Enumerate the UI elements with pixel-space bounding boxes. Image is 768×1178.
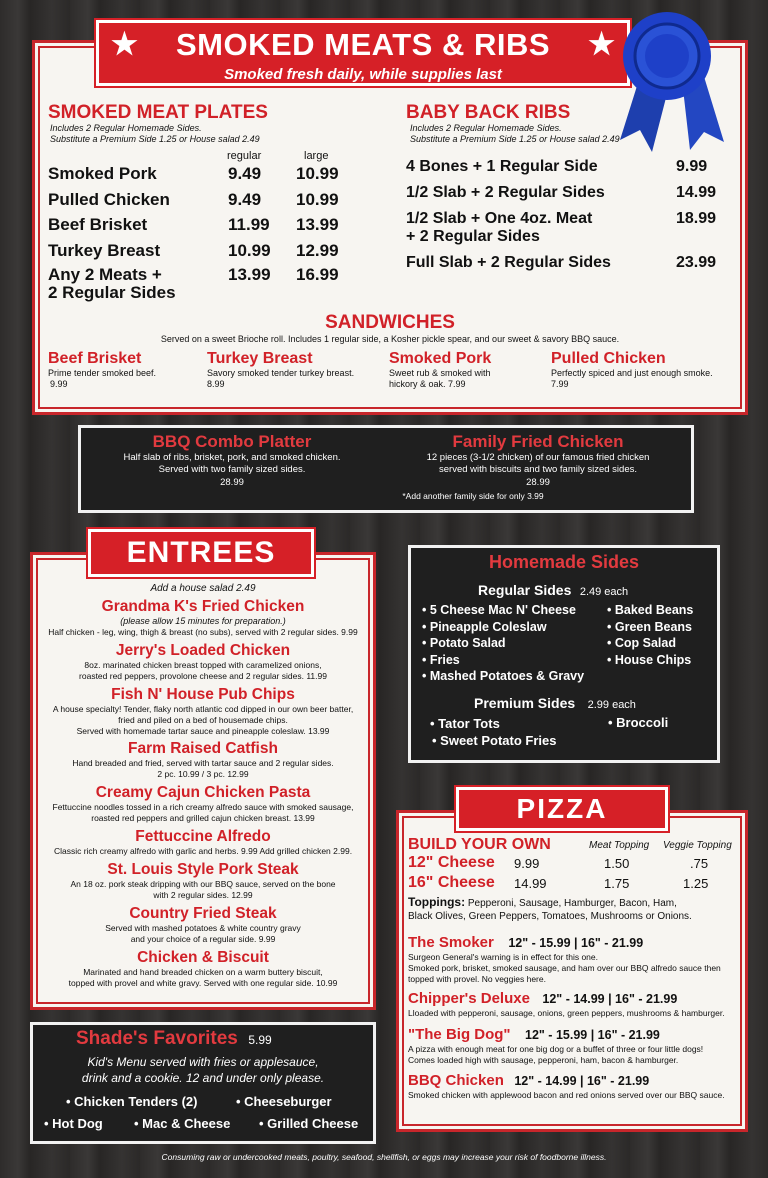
pizza-title: PIZZA xyxy=(516,793,608,824)
special-line: Lloaded with pepperoni, sausage, onions, green peppers, mushrooms & hamburger. xyxy=(408,1008,725,1018)
toppings-line-1: Pepperoni, Sausage, Hamburger, Bacon, Ham, xyxy=(467,898,677,909)
entrees-header xyxy=(88,529,314,577)
entree-line: 2 pc. 10.99 / 3 pc. 12.99 xyxy=(157,769,249,779)
entree-name: Fish N' House Pub Chips xyxy=(111,686,295,703)
ribs-name: Full Slab + 2 Regular Sides xyxy=(406,254,611,271)
page-title: SMOKED MEATS & RIBS xyxy=(175,27,551,62)
ribs-price: 23.99 xyxy=(676,254,717,271)
side-item: • Sweet Potato Fries xyxy=(432,733,557,748)
sandwich-name: Pulled Chicken xyxy=(551,350,666,367)
shades-item-label: Mac & Cheese xyxy=(142,1116,231,1131)
pizza-size-name: 16" Cheese xyxy=(408,874,495,891)
pizza-size-name: 12" Cheese xyxy=(408,854,495,871)
entree-line: (please allow 15 minutes for preparation.) xyxy=(120,616,286,626)
entree-line: Classic rich creamy alfredo with garlic and herbs. 9.99 Add grilled chicken 2.99. xyxy=(53,846,353,856)
plate-row xyxy=(48,164,358,190)
side-label: 5 Cheese Mac N' Cheese xyxy=(429,603,576,617)
plate-name: Turkey Breast xyxy=(48,241,161,260)
smoked-meats-header xyxy=(96,20,630,86)
sandwich-item xyxy=(48,350,208,390)
sides-regular-label: Regular Sides xyxy=(478,582,572,598)
shades-desc-2: drink and a cookie. 12 and under only please. xyxy=(81,1071,325,1085)
entree-name: Jerry's Loaded Chicken xyxy=(115,642,291,659)
entree-item xyxy=(34,641,372,682)
entree-line: Marinated and hand breaded chicken on a warm buttery biscuit, xyxy=(83,967,323,977)
ribs-price: 18.99 xyxy=(676,210,717,227)
special-line: Smoked chicken with applewood bacon and red onions served over our BBQ sauce. xyxy=(408,1090,725,1100)
plates-note-1: Includes 2 Regular Homemade Sides. xyxy=(50,123,202,133)
sides-title: Homemade Sides xyxy=(488,552,640,572)
side-label: Fries xyxy=(429,652,460,667)
side-label: Broccoli xyxy=(616,715,669,730)
ribs-list xyxy=(406,158,726,280)
entree-line: Fettuccine noodles tossed in a rich creamy alfredo sauce with smoked sausage, xyxy=(52,802,354,812)
plate-name: Beef Brisket xyxy=(48,215,148,234)
footer-disclaimer: Consuming raw or undercooked meats, poultry, seafood, shellfish, or eggs may increase your risk of foodborne illness. xyxy=(161,1152,607,1162)
family-title: Family Fried Chicken xyxy=(452,432,624,451)
plate-regular-price: 10.99 xyxy=(228,241,271,260)
special-prices: 12" - 15.99 | 16" - 21.99 xyxy=(508,936,644,950)
pizza-size-row xyxy=(408,854,738,874)
side-item: • Baked Beans xyxy=(607,603,694,617)
entree-name: Farm Raised Catfish xyxy=(128,740,278,757)
family-desc-2: served with biscuits and two family sized sides. xyxy=(439,464,637,475)
shades-desc-1: Kid's Menu served with fries or applesauce, xyxy=(87,1055,319,1069)
entree-line: A house specialty! Tender, flaky north atlantic cod dipped in our own beer batter, xyxy=(52,704,354,714)
side-item: • Cop Salad xyxy=(607,636,676,651)
side-label: House Chips xyxy=(614,652,692,667)
shades-item: • Cheeseburger xyxy=(236,1094,332,1109)
entree-item xyxy=(34,904,372,945)
plate-regular-price: 13.99 xyxy=(228,265,271,284)
sides-premium-right: • Broccoli xyxy=(608,715,669,730)
entree-line: and your choice of a regular side. 9.99 xyxy=(130,934,276,944)
sides-regular-price: 2.49 each xyxy=(579,586,629,598)
entree-item xyxy=(34,597,372,638)
ribs-row xyxy=(406,254,726,280)
pizza-veg-price: .75 xyxy=(690,856,709,871)
special-line: A pizza with enough meat for one big dog or a buffet of three or four little dogs! xyxy=(408,1044,704,1054)
entree-name: Creamy Cajun Chicken Pasta xyxy=(95,784,311,801)
sandwich-price: 8.99 xyxy=(207,379,225,389)
sides-premium-price: 2.99 each xyxy=(587,699,636,711)
shades-item-label: Cheeseburger xyxy=(244,1094,332,1109)
side-item: • Fries xyxy=(422,652,460,667)
entree-line: 8oz. marinated chicken breast topped with caramelized onions, xyxy=(84,660,322,670)
pizza-toppings xyxy=(408,896,738,923)
pizza-size-price: 14.99 xyxy=(514,876,547,891)
plate-row xyxy=(48,190,358,215)
ribs-name: 1/2 Slab + 2 Regular Sides xyxy=(406,184,605,201)
sandwich-item xyxy=(207,350,387,390)
plates-col-regular: regular xyxy=(227,150,262,162)
sandwich-desc: Prime tender smoked beef. xyxy=(48,368,157,378)
plates-col-large: large xyxy=(304,150,329,162)
pizza-special xyxy=(408,1072,742,1101)
entree-line: fried and piled on a bed of housemade chips. xyxy=(118,715,288,725)
plate-large-price: 12.99 xyxy=(296,241,339,260)
sandwich-desc: Perfectly spiced and just enough smoke. xyxy=(551,368,713,378)
combo-price: 28.99 xyxy=(220,477,244,488)
special-name: The Smoker xyxy=(408,934,494,951)
pizza-special xyxy=(408,934,742,985)
side-item: • Tator Tots xyxy=(430,716,500,731)
side-label: Cop Salad xyxy=(614,636,676,651)
ribs-price: 14.99 xyxy=(676,184,717,201)
shades-price: 5.99 xyxy=(248,1033,272,1047)
ribs-name: 1/2 Slab + One 4oz. Meat xyxy=(406,210,593,227)
combo-block xyxy=(82,432,382,490)
shades-item: • Chicken Tenders (2) xyxy=(66,1094,198,1109)
entree-line: topped with provel and white gravy. Served with one regular side. 10.99 xyxy=(68,978,338,988)
entree-line: roasted red peppers, provolone cheese and 2 regular sides. 11.99 xyxy=(79,671,327,681)
side-label: Mashed Potatoes & Gravy xyxy=(429,669,585,684)
sandwich-desc: Sweet rub & smoked with xyxy=(389,368,491,378)
entree-name: Fettuccine Alfredo xyxy=(135,828,271,845)
plate-regular-price: 9.49 xyxy=(228,190,262,209)
pizza-byo: BUILD YOUR OWN xyxy=(408,836,551,853)
plates-note-2: Substitute a Premium Side 1.25 or House salad 2.49 xyxy=(50,134,260,144)
plate-name: Any 2 Meats + xyxy=(48,265,162,284)
ribs-name: 4 Bones + 1 Regular Side xyxy=(406,158,598,175)
pizza-meat-price: 1.50 xyxy=(604,856,630,871)
toppings-line-2: Black Olives, Green Peppers, Tomatoes, Mushrooms or Onions. xyxy=(408,911,692,922)
entree-line: Served with mashed potatoes & white country gravy xyxy=(105,923,301,933)
special-prices: 12" - 14.99 | 16" - 21.99 xyxy=(514,1074,650,1088)
sandwich-name: Beef Brisket xyxy=(48,350,142,367)
ribs-title: BABY BACK RIBS xyxy=(406,102,571,123)
special-line: Comes loaded high with sausage, pepperoni, ham, bacon & hamburger. xyxy=(408,1055,679,1065)
shades-item: • Mac & Cheese xyxy=(134,1116,231,1131)
sides-regular-right xyxy=(607,602,693,668)
sandwich-item xyxy=(389,350,549,390)
entree-line: Half chicken - leg, wing, thigh & breast (no subs), served with 2 regular sides. 9.99 xyxy=(48,627,358,637)
ribs-name-2: + 2 Regular Sides xyxy=(406,228,540,245)
entree-name: Grandma K's Fried Chicken xyxy=(101,598,305,615)
entree-line: Hand breaded and fried, served with tartar sauce and 2 regular sides. xyxy=(72,758,334,768)
special-line: Smoked pork, brisket, smoked sausage, and ham over our BBQ alfredo sauce then xyxy=(408,963,721,973)
pizza-size-price: 9.99 xyxy=(514,856,540,871)
blue-ribbon-icon xyxy=(612,10,728,160)
special-name: Chipper's Deluxe xyxy=(408,990,530,1007)
sides-regular-header xyxy=(478,582,628,600)
pizza-special xyxy=(408,1026,742,1066)
shades-item: • Grilled Cheese xyxy=(259,1116,359,1131)
side-label: Baked Beans xyxy=(614,603,694,617)
entrees-title: ENTREES xyxy=(126,536,276,569)
entree-item xyxy=(34,860,372,901)
ribs-row xyxy=(406,184,726,210)
plate-name-2: 2 Regular Sides xyxy=(48,283,176,302)
plate-name: Smoked Pork xyxy=(48,164,157,183)
pizza-size-row xyxy=(408,874,738,894)
toppings-label: Toppings: xyxy=(408,895,466,909)
pizza-veg-price: 1.25 xyxy=(683,876,709,891)
sandwich-price: 9.99 xyxy=(50,379,68,389)
plate-name: Pulled Chicken xyxy=(48,190,170,209)
plate-large-price: 10.99 xyxy=(296,164,339,183)
side-label: Sweet Potato Fries xyxy=(440,733,557,748)
sandwich-desc: Savory smoked tender turkey breast. xyxy=(207,368,355,378)
sides-regular-left xyxy=(422,602,584,685)
family-note: *Add another family side for only 3.99 xyxy=(402,491,544,501)
special-line: topped with provel. No veggies here. xyxy=(408,974,546,984)
shades-title-row xyxy=(76,1028,366,1050)
special-line: Surgeon General's warning is in effect for this one. xyxy=(408,952,598,962)
shades-item-label: Grilled Cheese xyxy=(267,1116,359,1131)
shades-item-label: Chicken Tenders (2) xyxy=(74,1094,198,1109)
ribs-row xyxy=(406,210,726,254)
combo-title: BBQ Combo Platter xyxy=(152,432,312,451)
family-block xyxy=(380,432,696,502)
entree-line: An 18 oz. pork steak dripping with our BBQ sauce, served on the bone xyxy=(70,879,336,889)
special-name: "The Big Dog" xyxy=(408,1026,511,1043)
sandwich-item xyxy=(551,350,736,390)
plate-large-price: 10.99 xyxy=(296,190,339,209)
sandwich-price: 7.99 xyxy=(551,379,569,389)
side-label: Tator Tots xyxy=(438,716,500,731)
entree-item xyxy=(34,685,372,737)
plate-regular-price: 9.49 xyxy=(228,164,262,183)
sandwich-desc-2: hickory & oak. 7.99 xyxy=(389,379,466,389)
plate-large-price: 16.99 xyxy=(296,265,339,284)
special-name: BBQ Chicken xyxy=(408,1072,504,1089)
shades-item-label: Hot Dog xyxy=(52,1116,103,1131)
family-desc-1: 12 pieces (3-1/2 chicken) of our famous fried chicken xyxy=(426,452,650,463)
pizza-meat-price: 1.75 xyxy=(604,876,630,891)
shades-title: Shade's Favorites xyxy=(76,1028,238,1049)
entree-item xyxy=(34,783,372,824)
sandwich-name: Smoked Pork xyxy=(389,350,492,367)
ribs-note-1: Includes 2 Regular Homemade Sides. xyxy=(410,123,562,133)
side-label: Green Beans xyxy=(614,619,692,634)
sandwich-name: Turkey Breast xyxy=(207,350,313,367)
star-right-icon: ★ xyxy=(588,28,615,61)
entrees-list xyxy=(34,597,372,989)
plates-title: SMOKED MEAT PLATES xyxy=(48,102,268,123)
pizza-header xyxy=(456,787,668,831)
page-subtitle: Smoked fresh daily, while supplies last xyxy=(224,66,502,83)
entree-line: Served with homemade tartar sauce and pineapple coleslaw. 13.99 xyxy=(76,726,330,736)
entree-line: with 2 regular sides. 12.99 xyxy=(153,890,253,900)
ribs-row xyxy=(406,158,726,184)
plate-regular-price: 11.99 xyxy=(228,215,270,234)
special-prices: 12" - 14.99 | 16" - 21.99 xyxy=(542,992,678,1006)
plates-list xyxy=(48,164,358,306)
side-item: • Pineapple Coleslaw xyxy=(422,619,547,634)
sides-premium-label: Premium Sides xyxy=(474,695,576,711)
combo-desc-2: Served with two family sized sides. xyxy=(158,464,306,475)
side-item: • Mashed Potatoes & Gravy xyxy=(422,669,585,684)
entrees-note: Add a house salad 2.49 xyxy=(150,583,256,594)
entree-line: roasted red peppers and grilled cajun chicken breast. 13.99 xyxy=(91,813,315,823)
side-item: • Green Beans xyxy=(607,619,692,634)
entree-item xyxy=(34,827,372,857)
plate-row xyxy=(48,241,358,266)
entree-item xyxy=(34,739,372,780)
pizza-col-meat: Meat Topping xyxy=(589,840,650,851)
sides-premium-left xyxy=(430,715,556,749)
sides-premium-header xyxy=(474,695,636,713)
plate-row xyxy=(48,266,358,306)
family-price: 28.99 xyxy=(526,477,550,488)
plate-row xyxy=(48,215,358,241)
special-prices: 12" - 15.99 | 16" - 21.99 xyxy=(525,1028,660,1042)
side-item: • House Chips xyxy=(607,652,692,667)
sandwiches-title: SANDWICHES xyxy=(325,312,455,333)
pizza-col-veg: Veggie Topping xyxy=(663,840,732,851)
sandwiches-note: Served on a sweet Brioche roll. Includes 1 regular side, a Kosher pickle spear, and our sweet & savory BBQ sauce. xyxy=(160,334,620,344)
side-item: • Potato Salad xyxy=(422,636,506,651)
side-label: Pineapple Coleslaw xyxy=(429,619,547,634)
side-label: Potato Salad xyxy=(429,636,506,651)
entree-item xyxy=(34,948,372,989)
combo-desc-1: Half slab of ribs, brisket, pork, and smoked chicken. xyxy=(123,452,341,463)
ribs-price: 9.99 xyxy=(676,158,708,175)
side-item: • 5 Cheese Mac N' Cheese xyxy=(422,603,576,617)
plate-large-price: 13.99 xyxy=(296,215,339,234)
entree-name: Chicken & Biscuit xyxy=(137,949,269,966)
shades-item: • Hot Dog xyxy=(44,1116,103,1131)
entree-name: St. Louis Style Pork Steak xyxy=(107,861,299,878)
ribs-note-2: Substitute a Premium Side 1.25 or House salad 2.49 xyxy=(410,134,620,144)
pizza-special xyxy=(408,990,742,1019)
entree-name: Country Fried Steak xyxy=(129,905,277,922)
star-left-icon: ★ xyxy=(111,28,138,61)
pizza-specials xyxy=(408,934,742,1101)
